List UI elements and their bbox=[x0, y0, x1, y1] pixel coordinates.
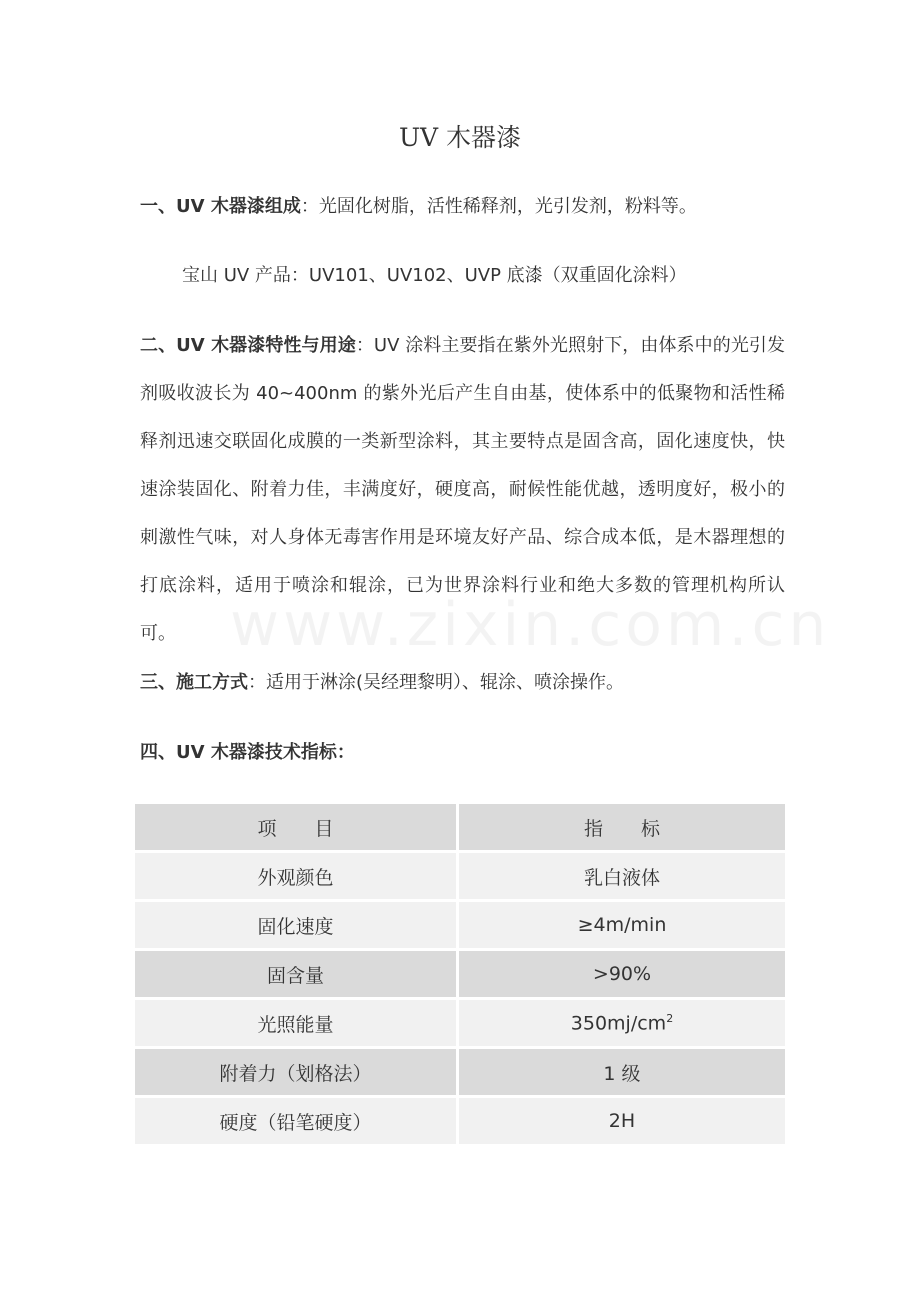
cell-item: 固含量 bbox=[135, 951, 456, 997]
cell-item: 硬度（铅笔硬度） bbox=[135, 1098, 456, 1144]
section-2-text: ：UV 涂料主要指在紫外光照射下，由体系中的光引发剂吸收波长为 40~400nm 的紫外光后产生自由基，使体系中的低聚物和活性稀释剂迅速交联固化成膜的一类新型涂料，其主要特点是固含高，固化速度快，快速涂装固化、附着力佳，丰满度好，硬度高，耐候性能优越，透明度好，极小的刺激性气味，对人身体无毒害作用是环境友好产品、综合成本低，是木器理想的打底涂料，适用于喷涂和辊涂，已为世界涂料行业和绝大多数的管理机构所认可。 bbox=[140, 335, 785, 644]
cell-value: 1 级 bbox=[459, 1049, 785, 1095]
cell-value: ≥4m/min bbox=[459, 902, 785, 948]
section-3 bbox=[140, 659, 785, 707]
document-title: UV 木器漆 bbox=[398, 123, 522, 152]
cell-item: 固化速度 bbox=[135, 902, 456, 948]
cell-item: 外观颜色 bbox=[135, 853, 456, 899]
cell-value bbox=[459, 1000, 785, 1046]
table-header-row bbox=[135, 804, 785, 850]
section-1 bbox=[140, 183, 785, 231]
table-row bbox=[135, 1049, 785, 1095]
cell-item: 附着力（划格法） bbox=[135, 1049, 456, 1095]
cell-value: 乳白液体 bbox=[459, 853, 785, 899]
header-item: 项 目 bbox=[135, 804, 456, 850]
section-3-heading: 三、施工方式 bbox=[140, 672, 248, 693]
section-1-text: ：光固化树脂，活性稀释剂，光引发剂，粉料等。 bbox=[300, 196, 697, 217]
table-row bbox=[135, 902, 785, 948]
section-2 bbox=[140, 322, 785, 658]
cell-value-text: 350mj/cm bbox=[570, 1012, 667, 1035]
section-2-heading: 二、UV 木器漆特性与用途 bbox=[140, 335, 356, 356]
header-value: 指 标 bbox=[459, 804, 785, 850]
cell-value: >90% bbox=[459, 951, 785, 997]
table-row bbox=[135, 951, 785, 997]
section-1-heading: 一、UV 木器漆组成 bbox=[140, 196, 301, 217]
cell-value: 2H bbox=[459, 1098, 785, 1144]
table-row bbox=[135, 853, 785, 899]
spec-table bbox=[132, 801, 788, 1147]
section-1-products: 宝山 UV 产品：UV101、UV102、UVP 底漆（双重固化涂料） bbox=[182, 265, 687, 286]
table-row bbox=[135, 1098, 785, 1144]
cell-value-superscript: 2 bbox=[666, 1011, 674, 1025]
table-row bbox=[135, 1000, 785, 1046]
cell-item: 光照能量 bbox=[135, 1000, 456, 1046]
section-3-text: ：适用于淋涂(吴经理黎明）、辊涂、喷涂操作。 bbox=[248, 672, 625, 693]
section-4-heading: 四、UV 木器漆技术指标： bbox=[140, 742, 355, 763]
